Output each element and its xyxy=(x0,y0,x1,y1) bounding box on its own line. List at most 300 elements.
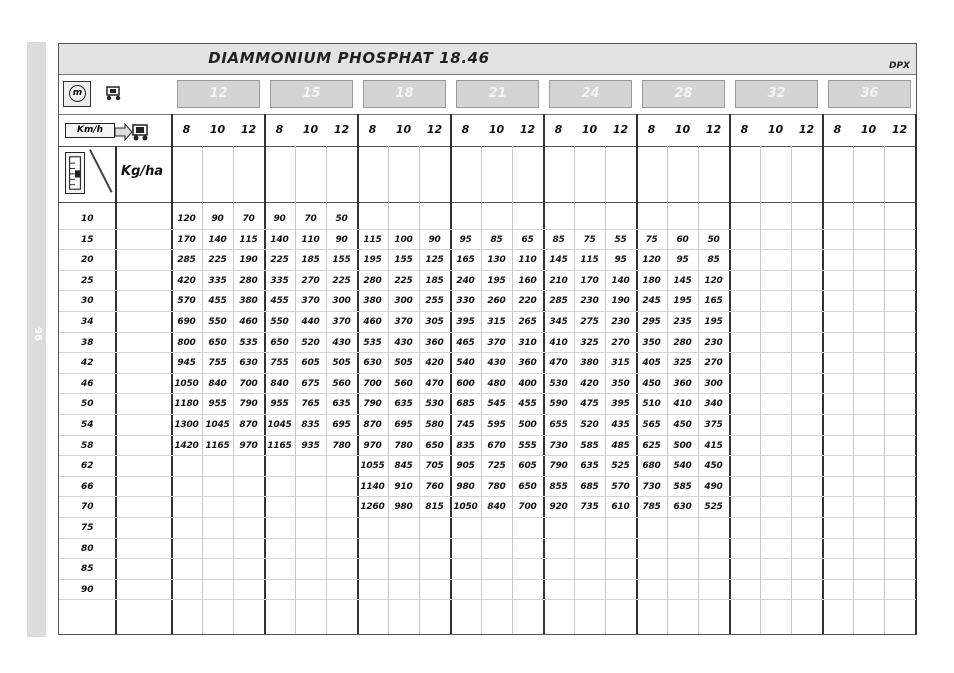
table-cell: 115 xyxy=(580,255,599,266)
rate-label: 62 xyxy=(81,461,94,472)
table-cell: 510 xyxy=(642,399,661,410)
table-cell: 1165 xyxy=(205,440,230,451)
row-divider xyxy=(59,393,916,394)
table-cell: 140 xyxy=(270,234,289,245)
table-cell: 165 xyxy=(704,296,723,307)
speed-header: 12 xyxy=(891,123,908,136)
speed-unit-label: Km/h xyxy=(65,123,115,138)
table-cell: 730 xyxy=(642,481,661,492)
speed-header: 12 xyxy=(240,123,257,136)
table-cell: 835 xyxy=(456,440,475,451)
column-divider xyxy=(574,146,575,634)
table-cell: 410 xyxy=(673,399,692,410)
arrow-tractor-icon xyxy=(115,122,151,142)
table-cell: 130 xyxy=(487,255,506,266)
table-cell: 500 xyxy=(673,440,692,451)
speed-header: 10 xyxy=(860,123,877,136)
table-cell: 685 xyxy=(580,481,599,492)
width-header-18: 18 xyxy=(363,80,446,108)
rate-label: 46 xyxy=(81,378,94,389)
table-cell: 505 xyxy=(394,358,413,369)
table-cell: 420 xyxy=(177,275,196,286)
table-cell: 535 xyxy=(239,337,258,348)
table-cell: 225 xyxy=(270,255,289,266)
column-divider xyxy=(853,146,854,634)
table-cell: 945 xyxy=(177,358,196,369)
table-cell: 70 xyxy=(304,214,317,224)
page-number: 96 xyxy=(32,327,43,341)
table-cell: 870 xyxy=(239,420,258,430)
speed-header: 8 xyxy=(461,123,470,136)
table-cell: 635 xyxy=(580,461,599,472)
table-cell: 335 xyxy=(208,275,227,286)
table-cell: 480 xyxy=(487,378,506,389)
table-cell: 1045 xyxy=(267,420,292,430)
table-cell: 970 xyxy=(239,440,258,451)
table-cell: 225 xyxy=(208,255,227,266)
table-cell: 145 xyxy=(549,255,568,266)
table-cell: 455 xyxy=(208,296,227,307)
table-cell: 420 xyxy=(425,358,444,369)
table-cell: 470 xyxy=(425,378,444,389)
table-cell: 790 xyxy=(363,399,382,410)
unit-row xyxy=(59,146,916,203)
speed-icon xyxy=(65,120,151,142)
column-divider xyxy=(884,146,885,634)
table-cell: 485 xyxy=(611,440,630,451)
table-cell: 500 xyxy=(518,420,537,430)
row-divider xyxy=(59,476,916,477)
table-cell: 530 xyxy=(425,399,444,410)
table-cell: 440 xyxy=(301,317,320,327)
table-cell: 430 xyxy=(394,337,413,348)
column-divider xyxy=(450,114,452,634)
column-divider xyxy=(605,146,606,634)
table-cell: 790 xyxy=(239,399,258,410)
table-cell: 125 xyxy=(425,255,444,266)
table-cell: 540 xyxy=(456,358,475,369)
table-cell: 430 xyxy=(487,358,506,369)
row-divider xyxy=(59,332,916,333)
unit-label: Kg/ha xyxy=(121,164,164,179)
table-cell: 545 xyxy=(487,399,506,410)
table-cell: 370 xyxy=(301,296,320,307)
table-cell: 475 xyxy=(580,399,599,410)
dosage-table xyxy=(58,43,917,635)
row-divider xyxy=(59,496,916,497)
table-cell: 350 xyxy=(611,378,630,389)
table-cell: 705 xyxy=(425,461,444,472)
table-cell: 755 xyxy=(208,358,227,369)
table-cell: 1050 xyxy=(174,378,199,389)
rate-label: 25 xyxy=(81,275,94,286)
speed-header: 12 xyxy=(612,123,629,136)
page-title: DIAMMONIUM PHOSPHAT 18.46 xyxy=(208,49,490,67)
table-cell: 265 xyxy=(518,317,537,327)
speed-header: 12 xyxy=(426,123,443,136)
table-cell: 350 xyxy=(642,337,661,348)
table-cell: 1050 xyxy=(453,502,478,513)
table-cell: 675 xyxy=(301,378,320,389)
meter-icon xyxy=(63,81,135,109)
table-cell: 110 xyxy=(301,234,320,245)
table-cell: 730 xyxy=(549,440,568,451)
table-cell: 605 xyxy=(301,358,320,369)
speed-header: 8 xyxy=(833,123,842,136)
table-cell: 330 xyxy=(456,296,475,307)
table-cell: 555 xyxy=(518,440,537,451)
rate-label: 70 xyxy=(81,502,94,513)
table-cell: 300 xyxy=(704,378,723,389)
table-cell: 595 xyxy=(487,420,506,430)
table-cell: 55 xyxy=(614,234,627,245)
table-cell: 525 xyxy=(611,461,630,472)
table-cell: 700 xyxy=(518,502,537,513)
table-cell: 380 xyxy=(580,358,599,369)
table-cell: 580 xyxy=(425,420,444,430)
rate-label: 66 xyxy=(81,481,94,492)
table-cell: 590 xyxy=(549,399,568,410)
table-cell: 680 xyxy=(642,461,661,472)
table-cell: 605 xyxy=(518,461,537,472)
table-cell: 980 xyxy=(394,502,413,513)
table-cell: 75 xyxy=(583,234,596,245)
table-cell: 75 xyxy=(645,234,658,245)
table-cell: 280 xyxy=(673,337,692,348)
table-cell: 400 xyxy=(518,378,537,389)
table-cell: 835 xyxy=(301,420,320,430)
table-cell: 630 xyxy=(239,358,258,369)
row-divider xyxy=(59,558,916,559)
speed-header: 10 xyxy=(488,123,505,136)
table-cell: 585 xyxy=(580,440,599,451)
rate-label: 10 xyxy=(81,214,94,224)
column-divider xyxy=(264,114,266,634)
table-cell: 695 xyxy=(332,420,351,430)
table-cell: 450 xyxy=(642,378,661,389)
table-cell: 300 xyxy=(332,296,351,307)
table-cell: 585 xyxy=(673,481,692,492)
title-bar xyxy=(59,44,916,75)
table-cell: 650 xyxy=(270,337,289,348)
column-divider xyxy=(481,146,482,634)
table-cell: 375 xyxy=(704,420,723,430)
table-cell: 65 xyxy=(521,234,534,245)
table-cell: 450 xyxy=(704,461,723,472)
row-divider xyxy=(59,352,916,353)
table-cell: 840 xyxy=(487,502,506,513)
table-cell: 170 xyxy=(177,234,196,245)
table-cell: 280 xyxy=(363,275,382,286)
speed-header: 10 xyxy=(581,123,598,136)
table-cell: 700 xyxy=(239,378,258,389)
row-divider xyxy=(59,373,916,374)
product-code: DPX xyxy=(888,61,910,71)
table-cell: 395 xyxy=(456,317,475,327)
table-cell: 790 xyxy=(549,461,568,472)
row-divider xyxy=(59,414,916,415)
width-header-12: 12 xyxy=(177,80,260,108)
speed-header: 12 xyxy=(798,123,815,136)
working-width-row xyxy=(59,74,916,115)
table-cell: 1045 xyxy=(205,420,230,430)
speed-header: 10 xyxy=(767,123,784,136)
table-cell: 845 xyxy=(394,461,413,472)
table-cell: 340 xyxy=(704,399,723,410)
header-diagonal xyxy=(89,149,113,193)
table-cell: 85 xyxy=(552,234,565,245)
rate-label: 42 xyxy=(81,358,94,369)
speed-header: 10 xyxy=(302,123,319,136)
speed-header: 12 xyxy=(705,123,722,136)
table-cell: 1260 xyxy=(360,502,385,513)
rate-label: 15 xyxy=(81,234,94,245)
table-cell: 405 xyxy=(642,358,661,369)
table-cell: 185 xyxy=(425,275,444,286)
table-cell: 315 xyxy=(611,358,630,369)
table-cell: 285 xyxy=(549,296,568,307)
table-cell: 100 xyxy=(394,234,413,245)
table-cell: 275 xyxy=(580,317,599,327)
table-cell: 90 xyxy=(211,214,224,224)
table-cell: 725 xyxy=(487,461,506,472)
table-cell: 85 xyxy=(707,255,720,266)
table-cell: 195 xyxy=(363,255,382,266)
table-cell: 95 xyxy=(676,255,689,266)
table-cell: 630 xyxy=(363,358,382,369)
table-cell: 370 xyxy=(394,317,413,327)
column-divider xyxy=(698,146,699,634)
table-cell: 610 xyxy=(611,502,630,513)
table-cell: 815 xyxy=(425,502,444,513)
table-cell: 520 xyxy=(301,337,320,348)
column-divider xyxy=(636,114,638,634)
rate-label: 30 xyxy=(81,296,94,307)
table-cell: 530 xyxy=(549,378,568,389)
table-cell: 455 xyxy=(270,296,289,307)
table-cell: 540 xyxy=(673,461,692,472)
table-cell: 490 xyxy=(704,481,723,492)
table-cell: 910 xyxy=(394,481,413,492)
rate-label: 34 xyxy=(81,317,94,327)
table-cell: 280 xyxy=(239,275,258,286)
table-cell: 935 xyxy=(301,440,320,451)
column-divider xyxy=(115,146,117,634)
row-divider xyxy=(59,311,916,312)
table-cell: 905 xyxy=(456,461,475,472)
table-cell: 1180 xyxy=(174,399,199,410)
table-cell: 505 xyxy=(332,358,351,369)
row-divider xyxy=(59,290,916,291)
table-cell: 380 xyxy=(239,296,258,307)
table-cell: 260 xyxy=(487,296,506,307)
table-cell: 455 xyxy=(518,399,537,410)
table-cell: 190 xyxy=(239,255,258,266)
table-cell: 295 xyxy=(642,317,661,327)
table-cell: 380 xyxy=(363,296,382,307)
table-cell: 305 xyxy=(425,317,444,327)
speed-row xyxy=(59,114,916,147)
table-cell: 700 xyxy=(363,378,382,389)
column-divider xyxy=(729,114,731,634)
table-cell: 195 xyxy=(673,296,692,307)
table-cell: 230 xyxy=(580,296,599,307)
column-divider xyxy=(760,146,761,634)
table-cell: 210 xyxy=(549,275,568,286)
table-cell: 300 xyxy=(394,296,413,307)
table-cell: 370 xyxy=(332,317,351,327)
table-cell: 270 xyxy=(301,275,320,286)
row-divider xyxy=(59,538,916,539)
table-cell: 625 xyxy=(642,440,661,451)
table-cell: 285 xyxy=(177,255,196,266)
table-cell: 335 xyxy=(270,275,289,286)
column-divider xyxy=(171,114,173,634)
column-divider xyxy=(543,114,545,634)
rate-label: 50 xyxy=(81,399,94,410)
table-cell: 465 xyxy=(456,337,475,348)
table-cell: 1140 xyxy=(360,481,385,492)
speed-header: 12 xyxy=(333,123,350,136)
table-cell: 855 xyxy=(549,481,568,492)
rate-label: 85 xyxy=(81,564,94,575)
table-cell: 635 xyxy=(332,399,351,410)
speed-header: 8 xyxy=(647,123,656,136)
rate-label: 90 xyxy=(81,584,94,595)
column-divider xyxy=(357,114,359,634)
column-divider xyxy=(667,146,668,634)
table-cell: 90 xyxy=(335,234,348,245)
table-cell: 470 xyxy=(549,358,568,369)
table-cell: 525 xyxy=(704,502,723,513)
column-divider xyxy=(419,146,420,634)
table-cell: 180 xyxy=(642,275,661,286)
table-cell: 395 xyxy=(611,399,630,410)
tractor-icon xyxy=(105,85,123,101)
table-cell: 245 xyxy=(642,296,661,307)
rate-label: 54 xyxy=(81,420,94,430)
table-cell: 560 xyxy=(332,378,351,389)
table-cell: 430 xyxy=(332,337,351,348)
table-cell: 325 xyxy=(673,358,692,369)
row-divider xyxy=(59,517,916,518)
table-cell: 760 xyxy=(425,481,444,492)
row-divider xyxy=(59,435,916,436)
hopper-gauge-icon xyxy=(65,152,85,194)
table-cell: 785 xyxy=(642,502,661,513)
table-cell: 415 xyxy=(704,440,723,451)
table-cell: 120 xyxy=(642,255,661,266)
table-cell: 550 xyxy=(208,317,227,327)
table-cell: 755 xyxy=(270,358,289,369)
row-divider xyxy=(59,579,916,580)
table-cell: 325 xyxy=(580,337,599,348)
speed-header: 8 xyxy=(182,123,191,136)
table-cell: 650 xyxy=(518,481,537,492)
table-cell: 95 xyxy=(459,234,472,245)
table-cell: 520 xyxy=(580,420,599,430)
table-cell: 240 xyxy=(456,275,475,286)
table-cell: 420 xyxy=(580,378,599,389)
table-cell: 655 xyxy=(549,420,568,430)
table-cell: 60 xyxy=(676,234,689,245)
table-cell: 225 xyxy=(394,275,413,286)
speed-header: 8 xyxy=(554,123,563,136)
speed-header: 8 xyxy=(275,123,284,136)
table-cell: 460 xyxy=(239,317,258,327)
table-cell: 670 xyxy=(487,440,506,451)
rate-label: 20 xyxy=(81,255,94,266)
table-cell: 230 xyxy=(611,317,630,327)
table-cell: 970 xyxy=(363,440,382,451)
table-cell: 270 xyxy=(611,337,630,348)
table-cell: 165 xyxy=(456,255,475,266)
table-cell: 535 xyxy=(363,337,382,348)
table-cell: 120 xyxy=(177,214,196,224)
table-cell: 185 xyxy=(301,255,320,266)
rate-label: 75 xyxy=(81,523,94,533)
table-cell: 310 xyxy=(518,337,537,348)
table-cell: 140 xyxy=(208,234,227,245)
width-header-15: 15 xyxy=(270,80,353,108)
table-cell: 695 xyxy=(394,420,413,430)
rate-label: 38 xyxy=(81,337,94,348)
table-cell: 1300 xyxy=(174,420,199,430)
table-cell: 980 xyxy=(456,481,475,492)
table-cell: 685 xyxy=(456,399,475,410)
width-header-21: 21 xyxy=(456,80,539,108)
table-cell: 195 xyxy=(704,317,723,327)
table-cell: 565 xyxy=(642,420,661,430)
column-divider xyxy=(791,146,792,634)
table-cell: 435 xyxy=(611,420,630,430)
row-divider xyxy=(59,455,916,456)
meter-symbol: m xyxy=(69,85,86,102)
column-divider xyxy=(388,146,389,634)
table-cell: 195 xyxy=(487,275,506,286)
table-cell: 1420 xyxy=(174,440,199,451)
table-cell: 955 xyxy=(208,399,227,410)
table-cell: 840 xyxy=(270,378,289,389)
table-cell: 110 xyxy=(518,255,537,266)
table-cell: 650 xyxy=(208,337,227,348)
table-cell: 650 xyxy=(425,440,444,451)
table-cell: 255 xyxy=(425,296,444,307)
speed-header: 10 xyxy=(395,123,412,136)
width-header-32: 32 xyxy=(735,80,818,108)
table-cell: 225 xyxy=(332,275,351,286)
width-header-36: 36 xyxy=(828,80,911,108)
column-divider xyxy=(822,114,824,634)
table-cell: 570 xyxy=(611,481,630,492)
column-divider xyxy=(512,146,513,634)
speed-header: 8 xyxy=(740,123,749,136)
table-cell: 360 xyxy=(518,358,537,369)
table-cell: 115 xyxy=(239,234,258,245)
table-cell: 780 xyxy=(332,440,351,451)
table-cell: 345 xyxy=(549,317,568,327)
table-cell: 360 xyxy=(673,378,692,389)
speed-header: 8 xyxy=(368,123,377,136)
table-cell: 360 xyxy=(425,337,444,348)
table-cell: 315 xyxy=(487,317,506,327)
table-cell: 635 xyxy=(394,399,413,410)
table-cell: 50 xyxy=(335,214,348,224)
table-cell: 955 xyxy=(270,399,289,410)
row-divider xyxy=(59,249,916,250)
table-cell: 410 xyxy=(549,337,568,348)
speed-header: 10 xyxy=(674,123,691,136)
